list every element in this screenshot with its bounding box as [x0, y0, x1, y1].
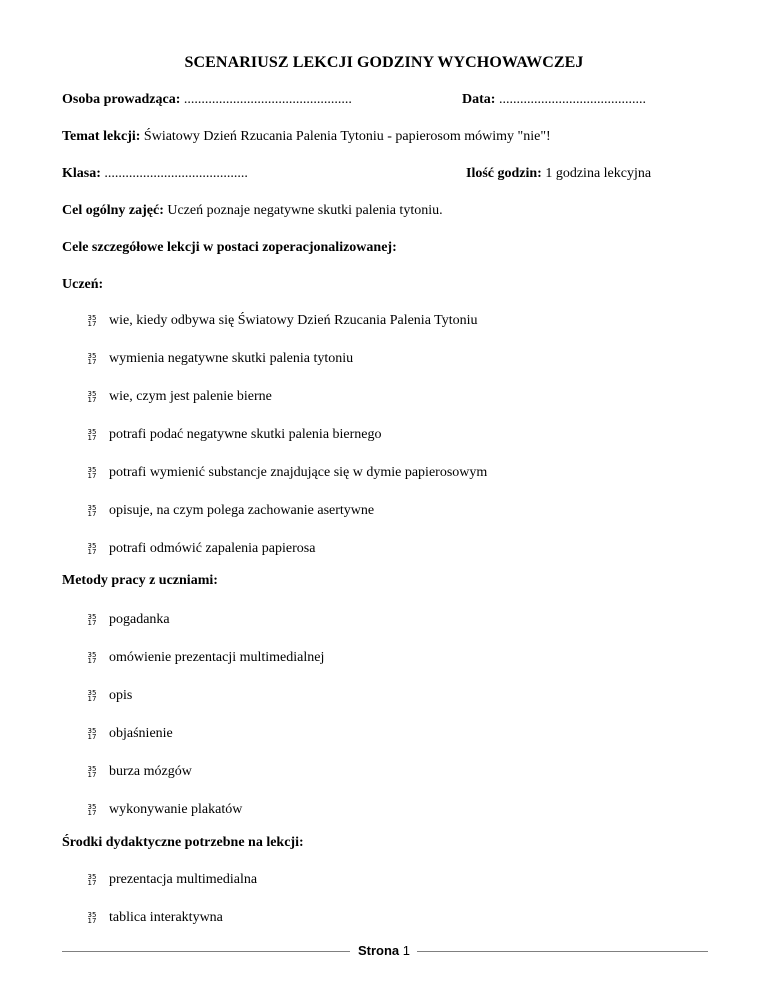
list-item-text: omówienie prezentacji multimedialnej	[109, 650, 325, 665]
srodki-heading: Środki dydaktyczne potrzebne na lekcji:	[62, 835, 304, 850]
data-field	[462, 91, 646, 109]
ilosc-field	[466, 165, 651, 183]
list-item	[85, 540, 315, 558]
list-item	[85, 350, 353, 368]
ilosc-value: 1 godzina lekcyjna	[545, 166, 652, 181]
bullet-icon: 35 17	[87, 726, 97, 741]
document-title: SCENARIUSZ LEKCJI GODZINY WYCHOWAWCZEJ	[184, 54, 584, 71]
data-value: ..........................................	[498, 92, 646, 107]
ilosc-label: Ilość godzin:	[466, 166, 542, 181]
list-item	[85, 312, 478, 330]
list-item	[85, 763, 192, 781]
list-item-text: pogadanka	[109, 612, 170, 627]
list-item	[85, 801, 242, 819]
list-item-text: objaśnienie	[109, 726, 173, 741]
bullet-icon: 35 17	[87, 427, 97, 442]
klasa-label: Klasa:	[62, 166, 101, 181]
bullet-icon: 35 17	[87, 313, 97, 328]
temat-label: Temat lekcji:	[62, 129, 141, 144]
temat-field	[62, 128, 551, 146]
bullet-icon: 35 17	[87, 910, 97, 925]
list-item	[85, 687, 132, 705]
cel-field	[62, 202, 443, 220]
osoba-label: Osoba prowadząca:	[62, 92, 181, 107]
bullet-icon: 35 17	[87, 351, 97, 366]
cel-value: Uczeń poznaje negatywne skutki palenia tytoniu.	[167, 203, 443, 218]
list-item-text: burza mózgów	[109, 764, 192, 779]
list-item	[85, 871, 257, 889]
osoba-value: ................................................	[183, 92, 352, 107]
list-item-text: wykonywanie plakatów	[109, 802, 243, 817]
list-item-text: opisuje, na czym polega zachowanie asertywne	[109, 503, 375, 518]
list-item-text: tablica interaktywna	[109, 910, 223, 925]
list-item-text: potrafi podać negatywne skutki palenia biernego	[109, 427, 382, 442]
list-item-text: opis	[109, 688, 133, 703]
list-item-text: prezentacja multimedialna	[109, 872, 258, 887]
list-item-text: wie, czym jest palenie bierne	[109, 389, 272, 404]
bullet-icon: 35 17	[87, 465, 97, 480]
list-item	[85, 611, 170, 629]
list-item	[85, 909, 223, 927]
footer-page-number: 1	[402, 943, 411, 958]
list-item	[85, 725, 173, 743]
osoba-field	[62, 91, 352, 109]
list-item-text: wie, kiedy odbywa się Światowy Dzień Rzucania Palenia Tytoniu	[109, 313, 478, 328]
bullet-icon: 35 17	[87, 688, 97, 703]
cele-heading: Cele szczegółowe lekcji w postaci zoperacjonalizowanej:	[62, 240, 397, 255]
list-item-text: wymienia negatywne skutki palenia tytoniu	[109, 351, 354, 366]
bullet-icon: 35 17	[87, 541, 97, 556]
klasa-field	[62, 165, 248, 183]
bullet-icon: 35 17	[87, 764, 97, 779]
bullet-icon: 35 17	[87, 802, 97, 817]
page-footer	[0, 943, 768, 959]
bullet-icon: 35 17	[87, 389, 97, 404]
data-label: Data:	[462, 92, 496, 107]
bullet-icon: 35 17	[87, 650, 97, 665]
cel-label: Cel ogólny zajęć:	[62, 203, 164, 218]
list-item-text: potrafi odmówić zapalenia papierosa	[109, 541, 316, 556]
list-item-text: potrafi wymienić substancje znajdujące się w dymie papierosowym	[109, 465, 488, 480]
list-item	[85, 502, 374, 520]
temat-value: Światowy Dzień Rzucania Palenia Tytoniu - papierosom mówimy "nie"!	[143, 129, 551, 144]
footer-label: Strona	[357, 943, 400, 958]
bullet-icon: 35 17	[87, 503, 97, 518]
list-item	[85, 464, 487, 482]
list-item	[85, 649, 324, 667]
list-item	[85, 426, 382, 444]
klasa-value: .........................................	[104, 166, 248, 181]
bullet-icon: 35 17	[87, 612, 97, 627]
bullet-icon: 35 17	[87, 872, 97, 887]
uczen-heading: Uczeń:	[62, 277, 104, 292]
list-item	[85, 388, 272, 406]
metody-heading: Metody pracy z uczniami:	[62, 573, 218, 588]
